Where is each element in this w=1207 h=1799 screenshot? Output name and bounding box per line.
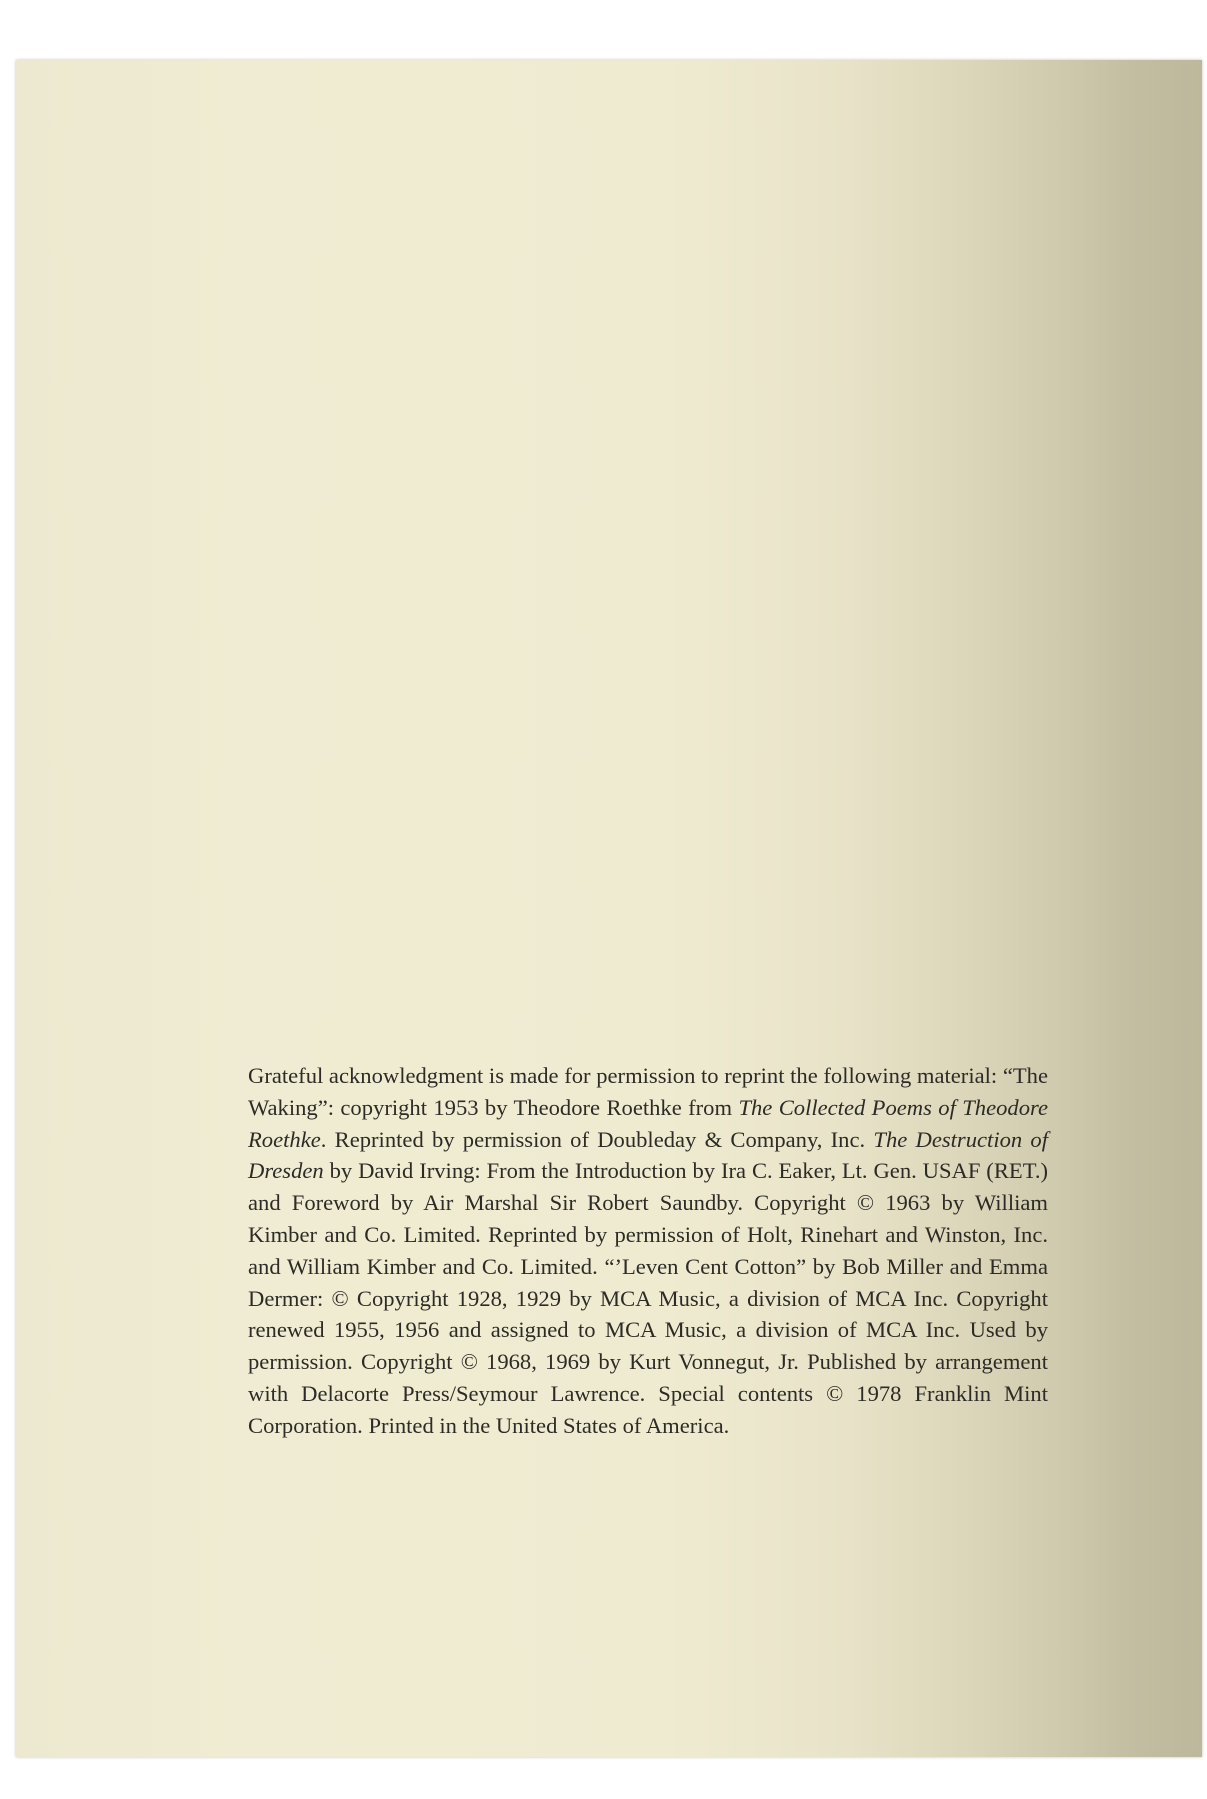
- acknowledgment-text-1: Grateful acknowledgment is made for permission to reprint the following material: “The Waking”: copyright 1953 by Theodore Roethke from: [248, 1063, 1048, 1120]
- book-title-destruction-of-dresden: The Destruction of Dresden: [248, 1126, 1048, 1184]
- acknowledgment-text-3: by David Irving: From the Introduction by Ira C. Eaker, Lt. Gen. USAF (RET.) and Foreword by Air Marshal Sir Robert Saundby. Copyright © 1963 by William Kimber and Co. Limited. Reprinted by permission of Holt, Rinehart and Winston, Inc. and William Kimber and Co. Limited. “’Leven Cent Cotton” by Bob Miller and Emma Dermer: © Copyright 1928, 1929 by MCA Music, a division of MCA Inc. Copyright renewed 1955, 1956 and assigned to MCA Music, a division of MCA Inc. Used by permission. Copyright © 1968, 1969 by Kurt Vonnegut, Jr. Published by arrangement with Delacorte Press/Seymour Lawrence. Special contents © 1978 Franklin Mint Corporation. Printed in the United States of America.: [248, 1158, 1048, 1438]
- acknowledgment-text-2: . Reprinted by permission of Doubleday & Company, Inc.: [320, 1126, 874, 1152]
- acknowledgment-paragraph: [248, 1060, 1048, 1442]
- book-title-collected-poems: The Collected Poems of Theodore Roethke: [248, 1094, 1049, 1152]
- book-page: [16, 60, 1202, 1757]
